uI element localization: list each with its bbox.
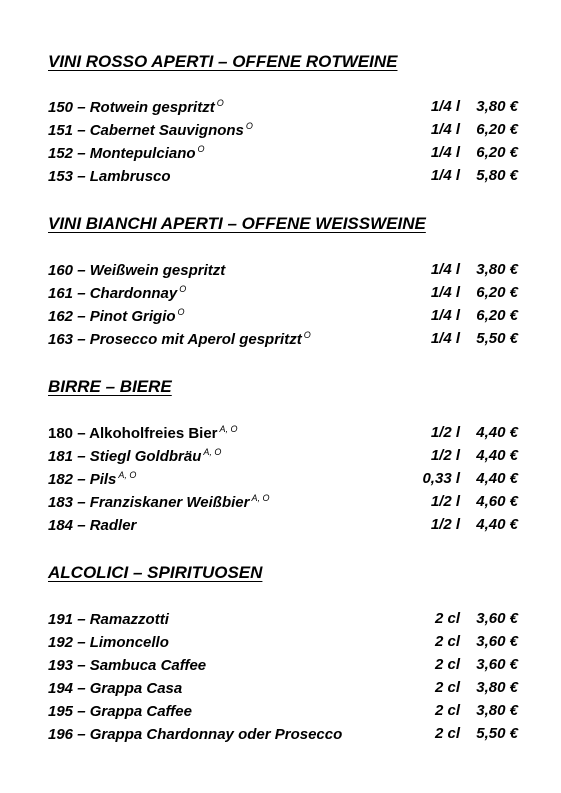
allergen-note: A, O <box>118 470 137 480</box>
allergen-note: O <box>216 98 224 108</box>
menu-item <box>48 98 518 120</box>
item-price: 3,80 € <box>476 98 518 115</box>
allergen-note: A, O <box>219 424 238 434</box>
section-title-red-wines: VINI ROSSO APERTI – OFFENE ROTWEINE <box>48 52 398 71</box>
item-volume: 0,33 l <box>422 470 460 487</box>
menu-item <box>48 516 518 538</box>
allergen-note: A, O <box>251 493 270 503</box>
allergen-note: A, O <box>203 447 222 457</box>
item-price: 4,40 € <box>476 516 518 533</box>
item-name: 152 – Montepulciano $^O$ <box>48 144 205 162</box>
item-price: 3,60 € <box>476 633 518 650</box>
menu-item <box>48 424 518 446</box>
item-volume: 1/2 l <box>430 447 460 464</box>
menu-item <box>48 144 518 166</box>
allergen-note: O <box>245 121 253 131</box>
item-name: 183 – Franziskaner Weißbier $^{A, O}$ <box>48 493 270 511</box>
allergen-note: O <box>303 330 311 340</box>
item-price: 6,20 € <box>476 284 518 301</box>
item-name: 151 – Cabernet Sauvignons $^O$ <box>48 121 253 139</box>
menu-item <box>48 679 518 701</box>
item-volume: 2 cl <box>434 725 460 742</box>
item-volume: 2 cl <box>434 610 460 627</box>
section-title-spirits: ALCOLICI – SPIRITUOSEN <box>48 563 263 582</box>
item-name: 196 – Grappa Chardonnay oder Prosecco <box>48 726 343 743</box>
item-volume: 1/4 l <box>430 261 460 278</box>
item-price: 3,60 € <box>476 610 518 627</box>
menu-item <box>48 470 518 492</box>
item-volume: 2 cl <box>434 656 460 673</box>
item-price: 6,20 € <box>476 121 518 138</box>
section-title-white-wines: VINI BIANCHI APERTI – OFFENE WEISSWEINE <box>48 214 426 233</box>
item-name: 191 – Ramazzotti <box>48 611 169 628</box>
item-volume: 1/2 l <box>430 493 460 510</box>
menu-item <box>48 656 518 678</box>
item-price: 4,40 € <box>476 470 518 487</box>
item-price: 4,60 € <box>476 493 518 510</box>
item-name: 162 – Pinot Grigio $^O$ <box>48 307 185 325</box>
item-name: 184 – Radler <box>48 517 137 534</box>
item-price: 3,60 € <box>476 656 518 673</box>
item-name: 195 – Grappa Caffee <box>48 703 192 720</box>
item-volume: 1/4 l <box>430 98 460 115</box>
menu-item <box>48 725 518 747</box>
item-name: 180 – Alkoholfreies Bier $^{A, O}$ <box>48 424 238 442</box>
menu-item <box>48 447 518 469</box>
item-volume: 1/4 l <box>430 144 460 161</box>
item-price: 6,20 € <box>476 144 518 161</box>
item-price: 3,80 € <box>476 679 518 696</box>
item-volume: 1/2 l <box>430 516 460 533</box>
item-price: 3,80 € <box>476 702 518 719</box>
item-volume: 1/4 l <box>430 284 460 301</box>
menu-item <box>48 493 518 515</box>
menu-item <box>48 167 518 189</box>
item-volume: 2 cl <box>434 679 460 696</box>
menu-item <box>48 610 518 632</box>
item-name: 181 – Stiegl Goldbräu $^{A, O}$ <box>48 447 222 465</box>
allergen-note: O <box>179 284 187 294</box>
item-name: 163 – Prosecco mit Aperol gespritzt $^O$ <box>48 330 311 348</box>
item-name: 153 – Lambrusco <box>48 168 171 185</box>
item-volume: 1/4 l <box>430 167 460 184</box>
item-price: 5,80 € <box>476 167 518 184</box>
item-name: 160 – Weißwein gespritzt <box>48 262 226 279</box>
menu-item <box>48 284 518 306</box>
allergen-note: O <box>177 307 185 317</box>
menu-item <box>48 261 518 283</box>
item-price: 5,50 € <box>476 330 518 347</box>
item-name: 193 – Sambuca Caffee <box>48 657 207 674</box>
menu-item <box>48 121 518 143</box>
item-price: 6,20 € <box>476 307 518 324</box>
item-name: 194 – Grappa Casa <box>48 680 183 697</box>
allergen-note: O <box>197 144 205 154</box>
item-name: 161 – Chardonnay $^O$ <box>48 284 187 302</box>
item-name: 182 – Pils $^{A, O}$ <box>48 470 137 488</box>
menu-item <box>48 330 518 352</box>
menu-item <box>48 702 518 724</box>
menu-item <box>48 633 518 655</box>
item-volume: 1/2 l <box>430 424 460 441</box>
section-title-beers: BIRRE – BIERE <box>48 377 172 396</box>
item-price: 3,80 € <box>476 261 518 278</box>
item-volume: 1/4 l <box>430 121 460 138</box>
item-price: 4,40 € <box>476 424 518 441</box>
item-price: 4,40 € <box>476 447 518 464</box>
item-name: 192 – Limoncello <box>48 634 169 651</box>
item-name: 150 – Rotwein gespritzt $^O$ <box>48 98 224 116</box>
item-volume: 1/4 l <box>430 307 460 324</box>
item-volume: 2 cl <box>434 702 460 719</box>
item-price: 5,50 € <box>476 725 518 742</box>
item-volume: 1/4 l <box>430 330 460 347</box>
item-volume: 2 cl <box>434 633 460 650</box>
menu-item <box>48 307 518 329</box>
